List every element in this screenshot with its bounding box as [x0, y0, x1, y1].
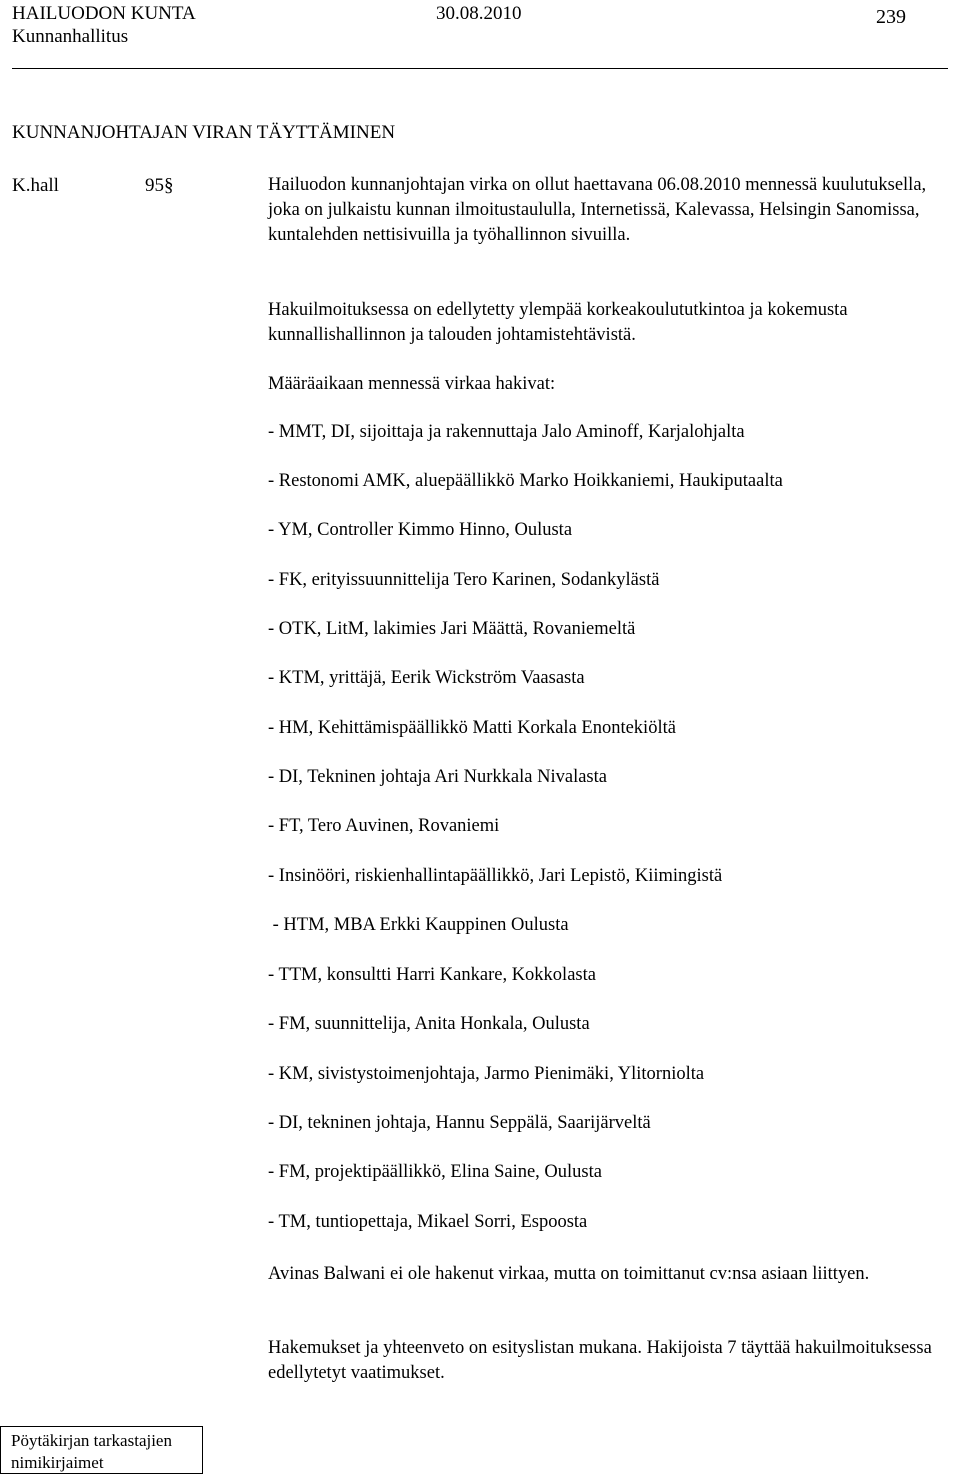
applicant-item: - HM, Kehittämispäällikkö Matti Korkala Enontekiöltä — [268, 718, 676, 738]
applicant-item: - TTM, konsultti Harri Kankare, Kokkolasta — [268, 965, 596, 985]
paragraph-announcement: Hailuodon kunnanjohtajan virka on ollut haettavana 06.08.2010 mennessä kuulutuksella, joka on julkaistu kunnan ilmoitustaululla, Internetissä, Kalevassa, Helsingin Sanomissa, kuntalehden nettisivuilla ja työhallinnon sivuilla. — [268, 175, 927, 245]
section-number-value: 95 — [145, 175, 164, 196]
paragraph-requirements: Hakuilmoituksessa on edellytetty ylempää korkeakoulututkintoa ja kokemusta kunnallishallinnon ja talouden johtamistehtävistä. — [268, 300, 848, 345]
applicant-item: - OTK, LitM, lakimies Jari Määttä, Rovaniemeltä — [268, 619, 636, 639]
applicant-item: - FM, projektipäällikkö, Elina Saine, Oulusta — [268, 1162, 602, 1182]
section-number — [145, 175, 174, 197]
page-number: 239 — [876, 6, 906, 28]
applicant-item: - HTM, MBA Erkki Kauppinen Oulusta — [268, 915, 569, 935]
applicant-item: - FT, Tero Auvinen, Rovaniemi — [268, 816, 500, 836]
applicant-item: - KM, sivistystoimenjohtaja, Jarmo Pienimäki, Ylitorniolta — [268, 1064, 705, 1084]
section-ref: K.hall — [12, 175, 59, 196]
applicant-item: - Restonomi AMK, aluepäällikkö Marko Hoikkaniemi, Haukiputaalta — [268, 471, 783, 491]
applicant-item: - MMT, DI, sijoittaja ja rakennuttaja Jalo Aminoff, Karjalohjalta — [268, 422, 745, 442]
applicant-item: - YM, Controller Kimmo Hinno, Oulusta — [268, 520, 573, 540]
paragraph-applicants-intro: Määräaikaan mennessä virkaa hakivat: — [268, 374, 556, 394]
applicant-item: - TM, tuntiopettaja, Mikael Sorri, Espoosta — [268, 1212, 588, 1232]
footer-line-1: Pöytäkirjan tarkastajien — [11, 1431, 172, 1450]
section-sign: § — [164, 175, 174, 196]
applicant-item: - FM, suunnittelija, Anita Honkala, Oulusta — [268, 1014, 590, 1034]
applicant-item: - Insinööri, riskienhallintapäällikkö, Jari Lepistö, Kiimingistä — [268, 866, 723, 886]
applicant-item: - KTM, yrittäjä, Eerik Wickström Vaasasta — [268, 668, 585, 688]
applicant-item: - DI, Tekninen johtaja Ari Nurkkala Nivalasta — [268, 767, 607, 787]
organization-name: HAILUODON KUNTA — [12, 3, 196, 24]
committee-name: Kunnanhallitus — [12, 26, 129, 47]
applicant-item: - FK, erityissuunnittelija Tero Karinen, Sodankylästä — [268, 570, 660, 590]
footer-line-2: nimikirjaimet — [11, 1453, 104, 1472]
document-date: 30.08.2010 — [436, 3, 522, 24]
section-title: KUNNANJOHTAJAN VIRAN TÄYTTÄMINEN — [12, 122, 396, 143]
applicant-item: - DI, tekninen johtaja, Hannu Seppälä, Saarijärveltä — [268, 1113, 651, 1133]
paragraph-cv-note: Avinas Balwani ei ole hakenut virkaa, mutta on toimittanut cv:nsa asiaan liittyen. — [268, 1264, 870, 1284]
header-divider — [12, 68, 948, 69]
paragraph-summary: Hakemukset ja yhteenveto on esityslistan mukana. Hakijoista 7 täyttää hakuilmoituksessa edellytetyt vaatimukset. — [268, 1338, 932, 1383]
footer-initials-box — [0, 1426, 203, 1474]
